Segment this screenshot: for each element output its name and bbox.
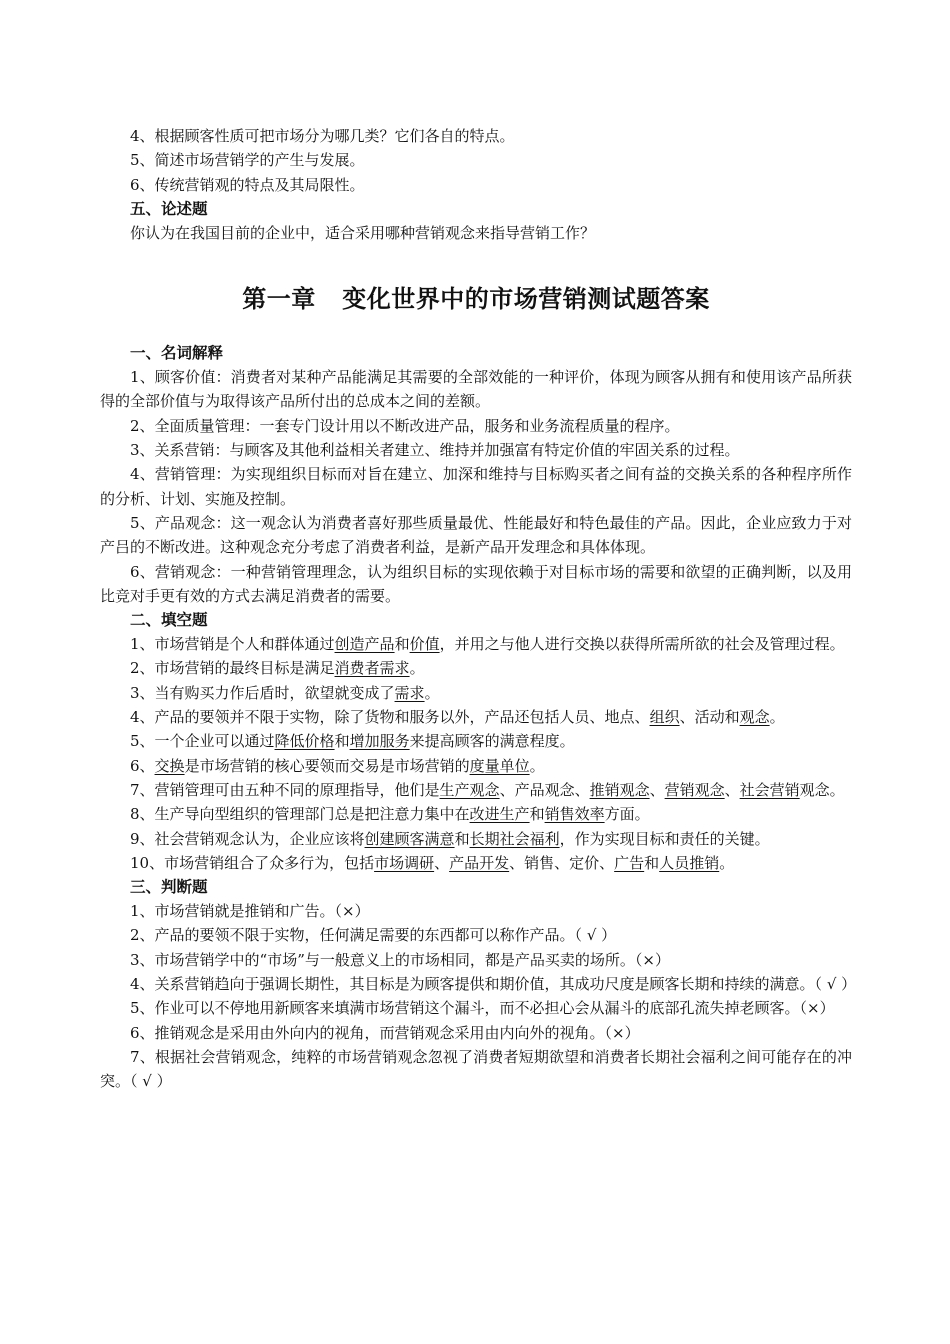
fill-blank-item: 10、市场营销组合了众多行为，包括市场调研、产品开发、销售、定价、广告和人员推销。 xyxy=(130,853,735,872)
section-1-heading: 一、名词解释 xyxy=(130,344,224,363)
section-5-question: 你认为在我国目前的企业中，适合采用哪种营销观念来指导营销工作？ xyxy=(130,223,596,242)
answer-blank: 人员推销 xyxy=(659,853,720,872)
true-false-item: 1、市场营销就是推销和广告。（×） xyxy=(130,902,370,921)
fill-blank-item: 3、当有购买力作后盾时，欲望就变成了需求。 xyxy=(130,683,440,702)
answer-blank: 度量单位 xyxy=(469,756,530,775)
fill-blank-item: 9、社会营销观念认为，企业应该将创建顾客满意和长期社会福利，作为实现目标和责任的关键。 xyxy=(130,829,770,848)
chapter-title xyxy=(100,283,852,315)
answer-blank: 市场调研 xyxy=(374,853,435,872)
definition-item: 1、顾客价值：消费者对某种产品能满足其需要的全部效能的一种评价，体现为顾客从拥有和使用该产品所获得的全部价值与为取得该产品所付出的总成本之间的差额。 xyxy=(100,368,852,411)
true-false-item: 7、根据社会营销观念，纯粹的市场营销观念忽视了消费者短期欲望和消费者长期社会福利之间可能存在的冲突。（ √ ） xyxy=(100,1047,852,1091)
answer-blank: 交换 xyxy=(154,756,185,775)
definition-item: 5、产品观念：这一观念认为消费者喜好那些质量最优、性能最好和特色最佳的产品。因此，企业应致力于对产吕的不断改进。这种观念充分考虑了消费者利益，是新产品开发理念和具体体现。 xyxy=(100,513,852,557)
answer-blank: 改进生产 xyxy=(469,805,530,824)
answer-blank: 降低价格 xyxy=(274,732,335,751)
fill-blank-item: 5、一个企业可以通过降低价格和增加服务来提高顾客的满意程度。 xyxy=(130,732,575,751)
answer-blank: 生产观念 xyxy=(439,780,500,799)
fill-blank-item: 2、市场营销的最终目标是满足消费者需求。 xyxy=(130,659,425,678)
true-false-item: 6、推销观念是采用由外向内的视角，而营销观念采用由内向外的视角。（×） xyxy=(130,1023,640,1042)
true-false-item: 2、产品的要领不限于实物，任何满足需要的东西都可以称作产品。（ √ ） xyxy=(130,926,617,945)
section-3-heading: 三、判断题 xyxy=(130,878,208,897)
answer-blank: 组织 xyxy=(649,708,680,727)
true-false-item: 5、作业可以不停地用新顾客来填满市场营销这个漏斗，而不必担心会从漏斗的底部孔流失掉老顾客。（×） xyxy=(130,999,835,1018)
answer-blank: 长期社会福利 xyxy=(469,829,560,848)
answer-blank: 创造产品 xyxy=(334,635,395,654)
answer-blank: 销售效率 xyxy=(544,805,605,824)
answer-blank: 价值 xyxy=(409,635,440,654)
answer-blank: 营销观念 xyxy=(664,780,725,799)
definition-item: 4、营销管理：为实现组织目标而对旨在建立、加深和维持与目标购买者之间有益的交换关系的各种程序所作的分析、计划、实施及控制。 xyxy=(100,465,852,508)
true-false-item: 3、市场营销学中的“市场”与一般意义上的市场相同，都是产品买卖的场所。（×） xyxy=(130,950,670,969)
answer-blank: 增加服务 xyxy=(349,732,410,751)
answer-blank: 社会营销 xyxy=(739,780,800,799)
section-5-heading: 五、论述题 xyxy=(130,199,208,218)
definition-item: 6、营销观念：一种营销管理理念，认为组织目标的实现依赖于对目标市场的需要和欲望的正确判断，以及用比竞对手更有效的方式去满足消费者的需要。 xyxy=(100,562,852,605)
document-page xyxy=(100,124,857,1094)
chapter-name: 变化世界中的市场营销测试题答案 xyxy=(342,285,710,314)
fill-blank-item: 6、交换是市场营销的核心要领而交易是市场营销的度量单位。 xyxy=(130,756,545,775)
answer-blank: 产品开发 xyxy=(449,853,510,872)
true-false-item: 4、关系营销趋向于强调长期性，其目标是为顾客提供和期价值，其成功尺度是顾客长期和持续的满意。（ √ ） xyxy=(130,975,857,994)
answer-blank: 观念 xyxy=(739,708,770,727)
fill-blank-item: 1、市场营销是个人和群体通过创造产品和价值，并用之与他人进行交换以获得所需所欲的社会及管理过程。 xyxy=(130,635,845,654)
answer-blank: 广告 xyxy=(614,853,645,872)
fill-blank-item: 8、生产导向型组织的管理部门总是把注意力集中在改进生产和销售效率方面。 xyxy=(130,805,650,824)
answer-blank: 消费者需求 xyxy=(334,659,410,678)
answer-blank: 需求 xyxy=(394,683,425,702)
prev-question-6: 6、传统营销观的特点及其局限性。 xyxy=(130,175,365,194)
section-2-heading: 二、填空题 xyxy=(130,611,208,630)
chapter-number: 第一章 xyxy=(242,285,316,314)
answer-blank: 创建顾客满意 xyxy=(364,829,455,848)
prev-question-5: 5、简述市场营销学的产生与发展。 xyxy=(130,151,365,170)
definition-item: 3、关系营销：与顾客及其他利益相关者建立、维持并加强富有特定价值的牢固关系的过程。 xyxy=(130,441,740,460)
answer-blank: 推销观念 xyxy=(589,780,650,799)
definition-item: 2、全面质量管理：一套专门设计用以不断改进产品，服务和业务流程质量的程序。 xyxy=(130,416,680,435)
fill-blank-item: 7、营销管理可由五种不同的原理指导，他们是生产观念、产品观念、推销观念、营销观念、社会营销观念。 xyxy=(130,780,845,799)
fill-blank-item: 4、产品的要领并不限于实物，除了货物和服务以外，产品还包括人员、地点、组织、活动和观念。 xyxy=(130,708,785,727)
prev-question-4: 4、根据顾客性质可把市场分为哪几类？它们各自的特点。 xyxy=(130,127,515,145)
